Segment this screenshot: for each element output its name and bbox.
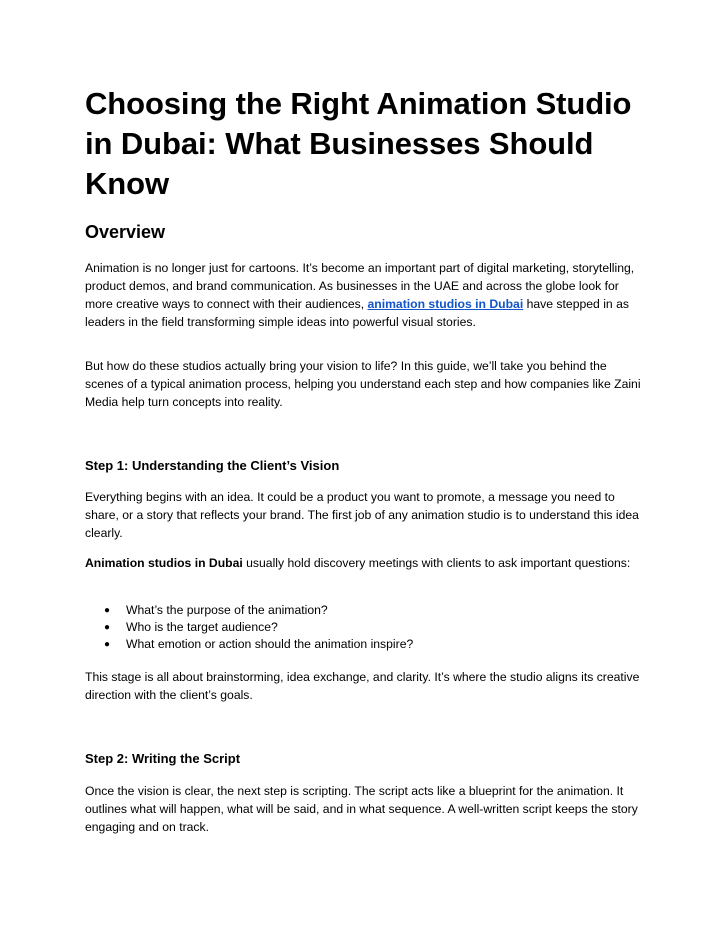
list-item-text: Who is the target audience?: [126, 620, 278, 634]
step1-p2-bold-text: Animation studios in Dubai: [85, 556, 243, 570]
list-item: [85, 619, 413, 636]
bullet-icon: ●: [104, 605, 111, 616]
list-item: [85, 602, 413, 619]
list-item-text: What emotion or action should the animation inspire?: [126, 637, 414, 651]
step1-paragraph-3: This stage is all about brainstorming, idea exchange, and clarity. It’s where the studio aligns its creative direction with the client’s goals.: [85, 670, 640, 702]
step1-question-list: [85, 602, 413, 653]
animation-studios-dubai-link[interactable]: animation studios in Dubai: [367, 297, 524, 311]
overview-paragraph-1: [85, 259, 641, 331]
step1-paragraph-2: [85, 554, 641, 572]
overview-p1-text-before: Animation is no longer just for cartoons. It’s become an important part of digital marketing, storytelling, product demos, and brand communication. As businesses in the UAE and across the globe look for more creative ways to connect with their audiences,: [85, 261, 635, 311]
step2-paragraph-1: Once the vision is clear, the next step is scripting. The script acts like a blueprint for the animation. It outlines what will happen, what will be said, and in what sequence. A well-written script keeps the story engaging and on track.: [85, 784, 638, 834]
bullet-icon: ●: [104, 639, 111, 650]
overview-p1-text-after: have stepped in as leaders in the field transforming simple ideas into powerful visual stories.: [85, 297, 629, 329]
step1-p2-text: usually hold discovery meetings with clients to ask important questions:: [242, 556, 631, 570]
step1-paragraph-1: Everything begins with an idea. It could be a product you want to promote, a message you need to share, or a story that reflects your brand. The first job of any animation studio is to understand this idea clearly.: [85, 490, 639, 540]
overview-paragraph-2: But how do these studios actually bring your vision to life? In this guide, we’ll take you behind the scenes of a typical animation process, helping you understand each step and how companies like Zaini Media help turn concepts into reality.: [85, 359, 641, 409]
step1-heading: Step 1: Understanding the Client’s Vision: [85, 458, 340, 473]
list-item-text: What’s the purpose of the animation?: [126, 603, 328, 617]
overview-heading: Overview: [85, 222, 166, 242]
list-item: [85, 636, 413, 653]
bullet-icon: ●: [104, 622, 111, 633]
step2-heading: Step 2: Writing the Script: [85, 751, 241, 766]
document-title: Choosing the Right Animation Studio in Dubai: What Businesses Should Know: [85, 86, 632, 201]
